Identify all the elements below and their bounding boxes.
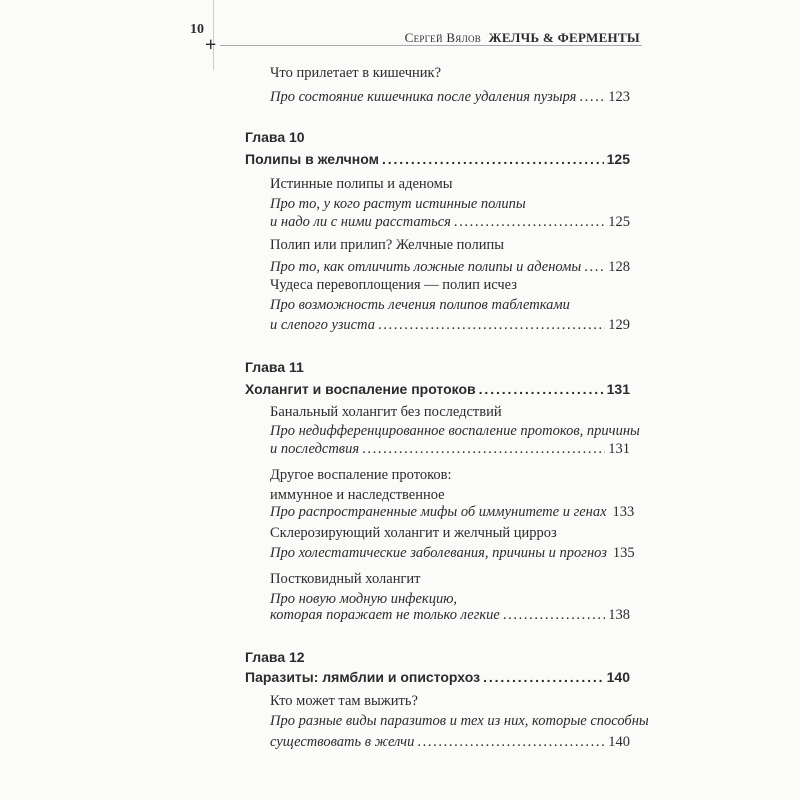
toc-entry-description: Про разные виды паразитов и тех из них, которые способны (270, 713, 649, 729)
toc-entry-description (270, 88, 630, 106)
dot-leader (584, 258, 605, 276)
page-ref: 128 (608, 259, 630, 275)
toc-text: Про распространенные мифы об иммунитете и генах (270, 504, 607, 520)
toc-entry-title: Полип или прилип? Желчные полипы (270, 237, 504, 253)
running-header (405, 30, 640, 46)
dot-leader (417, 733, 605, 751)
toc-entry-title: Постковидный холангит (270, 571, 421, 587)
page-ref: 125 (606, 151, 630, 167)
dot-leader (454, 213, 605, 231)
page-ref: 125 (608, 214, 630, 230)
page-ref: 140 (608, 734, 630, 750)
toc-text: и слепого узиста (270, 317, 375, 333)
toc-entry-title: Банальный холангит без последствий (270, 404, 502, 420)
toc-text: Про холестатические заболевания, причины и прогноз (270, 545, 607, 561)
page-ref: 133 (612, 504, 635, 520)
toc-entry-description (270, 733, 630, 751)
toc-text: и последствия (270, 441, 360, 457)
dot-leader (479, 380, 604, 398)
toc-entry-description: Про то, у кого растут истинные полипы (270, 196, 526, 212)
chapter-label: Глава 12 (245, 649, 305, 665)
toc-entry-title: иммунное и наследственное (270, 487, 445, 503)
page-ref: 129 (608, 317, 630, 333)
toc-text: и надо ли с ними расстаться (270, 214, 451, 230)
toc-text: которая поражает не только легкие (270, 607, 500, 623)
toc-entry-description (270, 606, 630, 624)
toc-entry-description: Про новую модную инфекцию, (270, 591, 458, 607)
chapter-label: Глава 11 (245, 359, 304, 375)
chapter-label: Глава 10 (245, 129, 305, 145)
page-ref: 138 (608, 607, 630, 623)
crop-cross-icon: + (205, 34, 217, 56)
page-ref: 135 (612, 545, 635, 561)
toc-text: Холангит и воспаление протоков (245, 381, 476, 397)
toc-entry-description (270, 316, 630, 334)
dot-leader (483, 668, 604, 686)
toc-entry-title: Склерозирующий холангит и желчный цирроз (270, 525, 557, 541)
chapter-title (245, 380, 630, 398)
toc-text: Полипы в желчном (245, 151, 379, 167)
toc-entry-description (270, 258, 630, 276)
toc-entry-description (270, 213, 630, 231)
toc-entry-description (270, 544, 635, 562)
toc-text: Про состояние кишечника после удаления пузыря (270, 89, 577, 105)
toc-entry-description: Про возможность лечения полипов таблетками (270, 297, 570, 313)
dot-leader (362, 440, 605, 458)
toc-entry-description (270, 503, 635, 521)
toc-text: Про то, как отличить ложные полипы и аденомы (270, 259, 582, 275)
dot-leader (382, 150, 604, 168)
toc-entry-title: Истинные полипы и аденомы (270, 176, 453, 192)
toc-entry-description (270, 440, 630, 458)
toc-entry-title: Чудеса перевоплощения — полип исчез (270, 277, 518, 293)
chapter-title (245, 150, 630, 168)
toc-entry-title: Другое воспаление протоков: (270, 467, 452, 483)
dot-leader (503, 606, 605, 624)
chapter-title (245, 668, 630, 686)
author-name: Сергей Вялов (404, 30, 482, 45)
toc-text: существовать в желчи (270, 734, 415, 750)
page-ref: 131 (608, 441, 630, 457)
dot-leader (579, 88, 605, 106)
dot-leader (378, 316, 605, 334)
toc-entry-description: Про недифференцированное воспаление протоков, причины (270, 423, 640, 439)
book-title: ЖЕЛЧЬ & ФЕРМЕНТЫ (488, 30, 640, 45)
toc-entry-title: Кто может там выжить? (270, 693, 418, 709)
toc-text: Паразиты: лямблии и описторхоз (245, 669, 481, 685)
page-ref: 131 (606, 381, 630, 397)
page-ref: 140 (606, 669, 630, 685)
page-ref: 123 (608, 89, 630, 105)
toc-entry-title: Что прилетает в кишечник? (270, 65, 442, 81)
page-number: 10 (190, 22, 204, 37)
